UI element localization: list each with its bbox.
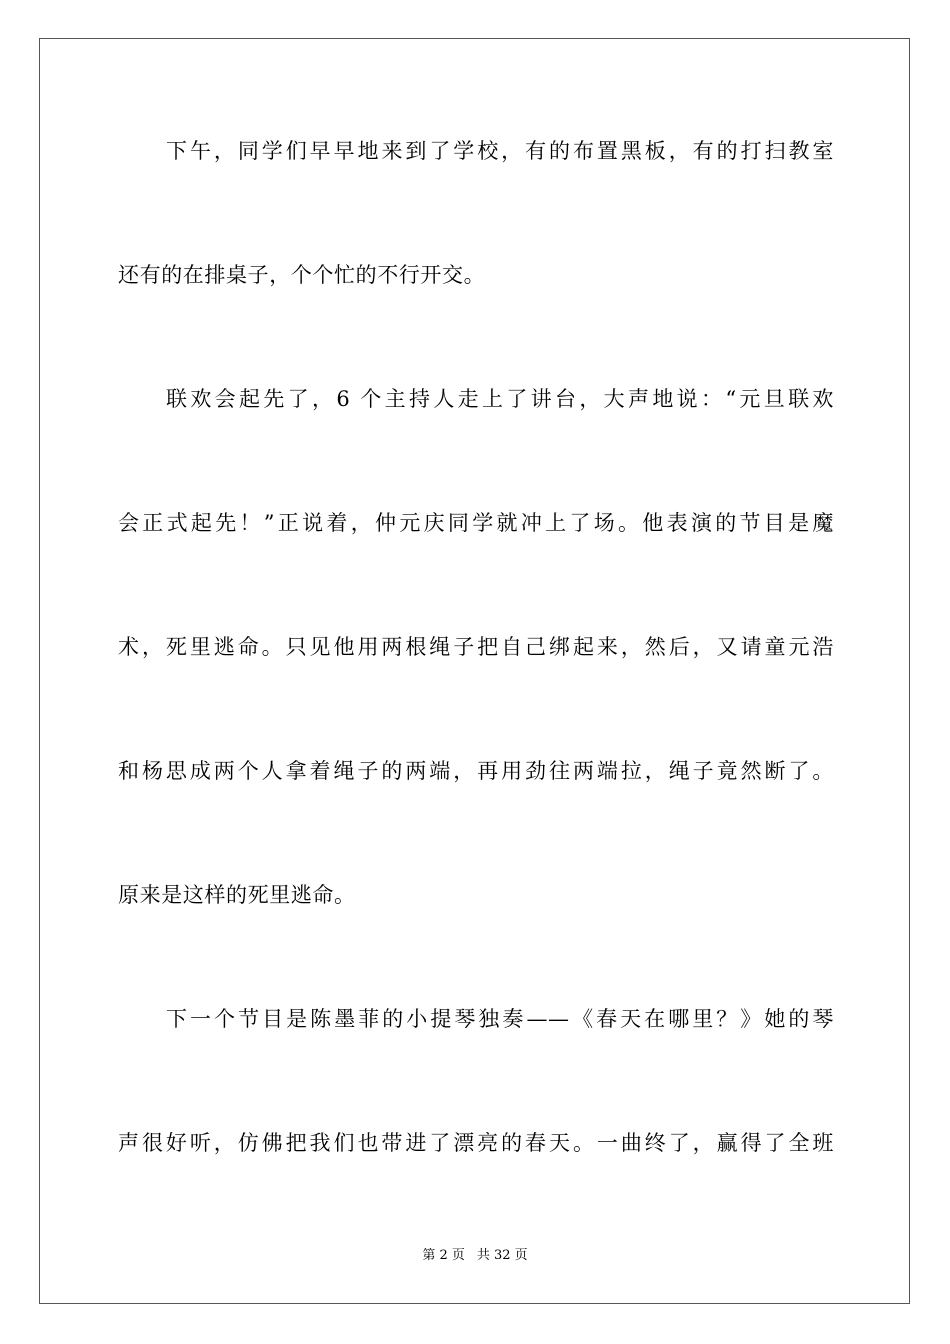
paragraph-line-7: 原来是这样的死里逃命。	[118, 883, 356, 907]
paragraph-line-4: 会正式起先！”正说着，仲元庆同学就冲上了场。他表演的节目是魔	[118, 511, 834, 535]
paragraph-line-2: 还有的在排桌子，个个忙的不行开交。	[118, 263, 486, 287]
page-number: 第 2 页	[422, 1248, 465, 1263]
page-frame	[39, 38, 910, 1304]
paragraph-line-8: 下一个节目是陈墨菲的小提琴独奏——《春天在哪里？》她的琴	[166, 1007, 834, 1031]
paragraph-line-6: 和杨思成两个人拿着绳子的两端，再用劲往两端拉，绳子竟然断了。	[118, 759, 834, 783]
paragraph-line-9: 声很好听，仿佛把我们也带进了漂亮的春天。一曲终了，赢得了全班	[118, 1131, 834, 1155]
page-footer	[0, 1247, 950, 1265]
paragraph-line-1: 下午，同学们早早地来到了学校，有的布置黑板，有的打扫教室	[166, 139, 834, 163]
paragraph-line-5: 术，死里逃命。只见他用两根绳子把自己绑起来，然后，又请童元浩	[118, 635, 834, 659]
page-total: 共 32 页	[476, 1248, 528, 1263]
paragraph-line-3: 联欢会起先了，6 个主持人走上了讲台，大声地说：“元旦联欢	[166, 387, 834, 411]
